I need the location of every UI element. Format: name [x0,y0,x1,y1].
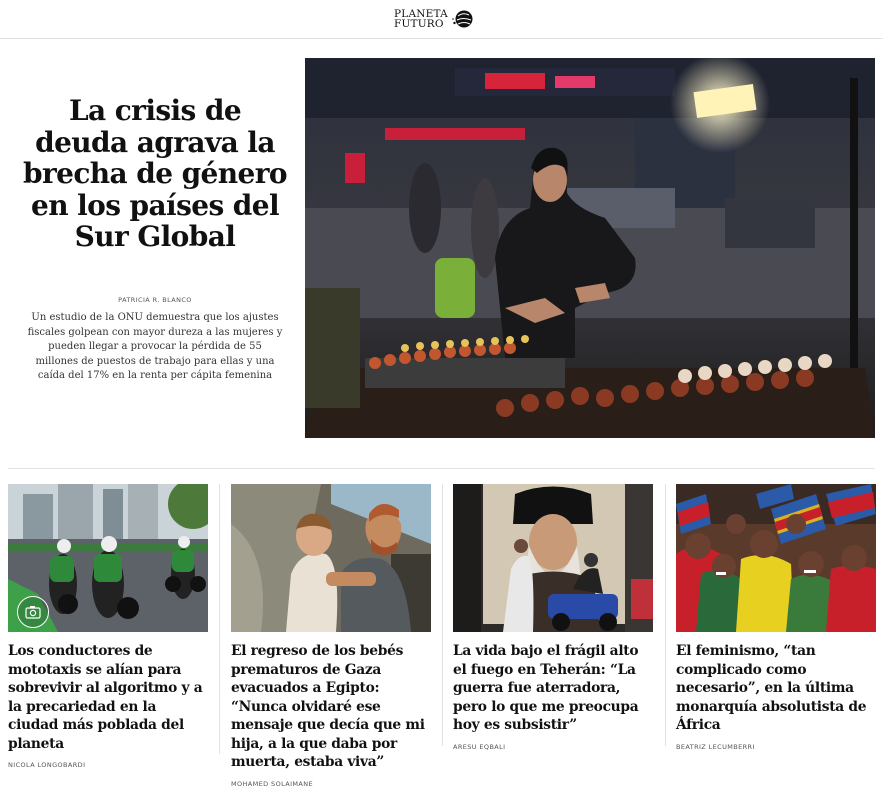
logo-wordmark [394,9,448,29]
column-separator [219,484,220,754]
camera-icon [17,596,49,628]
planeta-futuro-logo[interactable] [394,6,490,32]
hero-summary: Un estudio de la ONU demuestra que los ajustes fiscales golpean con mayor dureza a las mujeres y pueden llegar a provocar la pérdida de 55 millones de puestos de trabajo para ellas y una caída del 17% en la renta per cápita femenina [27,312,283,381]
article-card-mototaxis[interactable] [8,484,208,769]
hero-photo-illustration [305,58,875,438]
article-title[interactable]: Los conductores de mototaxis se alían para sobrevivir al algoritmo y a la precariedad en la ciudad más poblada del planeta [8,643,203,752]
photo-tehran-street[interactable] [453,484,653,632]
column-separator [442,484,443,746]
logo-line-1: PLANETA [394,8,448,20]
article-author[interactable]: MOHAMED SOLAIMANE [231,779,314,788]
hero-headline[interactable]: La crisis de deuda agrava la brecha de género en los países del Sur Global [23,94,287,253]
article-author[interactable]: BEATRIZ LECUMBERRI [676,742,755,751]
column-separator [665,484,666,746]
photo-mototaxi-drivers[interactable] [8,484,208,632]
photo-father-and-baby[interactable] [231,484,431,632]
site-header [0,0,883,39]
article-card-gaza-babies[interactable] [231,484,431,788]
hero-author[interactable]: PATRICIA R. BLANCO [118,296,192,304]
photo-crowd-with-flags[interactable] [676,484,876,632]
logo-line-2: FUTURO [394,18,444,30]
hero-photo-street-food-vendor[interactable] [305,58,875,438]
planeta-futuro-logo-mark-icon [451,8,475,30]
article-title[interactable]: El feminismo, “tan complicado como necesario”, en la última monarquía absolutista de África [676,643,867,733]
eswatini-photo-illustration [676,484,876,632]
article-card-tehran[interactable] [453,484,653,751]
section-divider [8,468,875,469]
article-title[interactable]: El regreso de los bebés prematuros de Gaza evacuados a Egipto: “Nunca olvidaré ese mensaje que decía que mi hija, a la que daba por muerta, estaba viva” [231,643,425,770]
article-title[interactable]: La vida bajo el frágil alto el fuego en Teherán: “La guerra fue aterradora, pero lo que me preocupa hoy es subsistir” [453,643,639,733]
article-author[interactable]: ARESU EQBALI [453,742,506,751]
article-card-feminism-eswatini[interactable] [676,484,876,751]
tehran-photo-illustration [453,484,653,632]
article-author[interactable]: NICOLA LONGOBARDI [8,761,86,769]
gaza-photo-illustration [231,484,431,632]
